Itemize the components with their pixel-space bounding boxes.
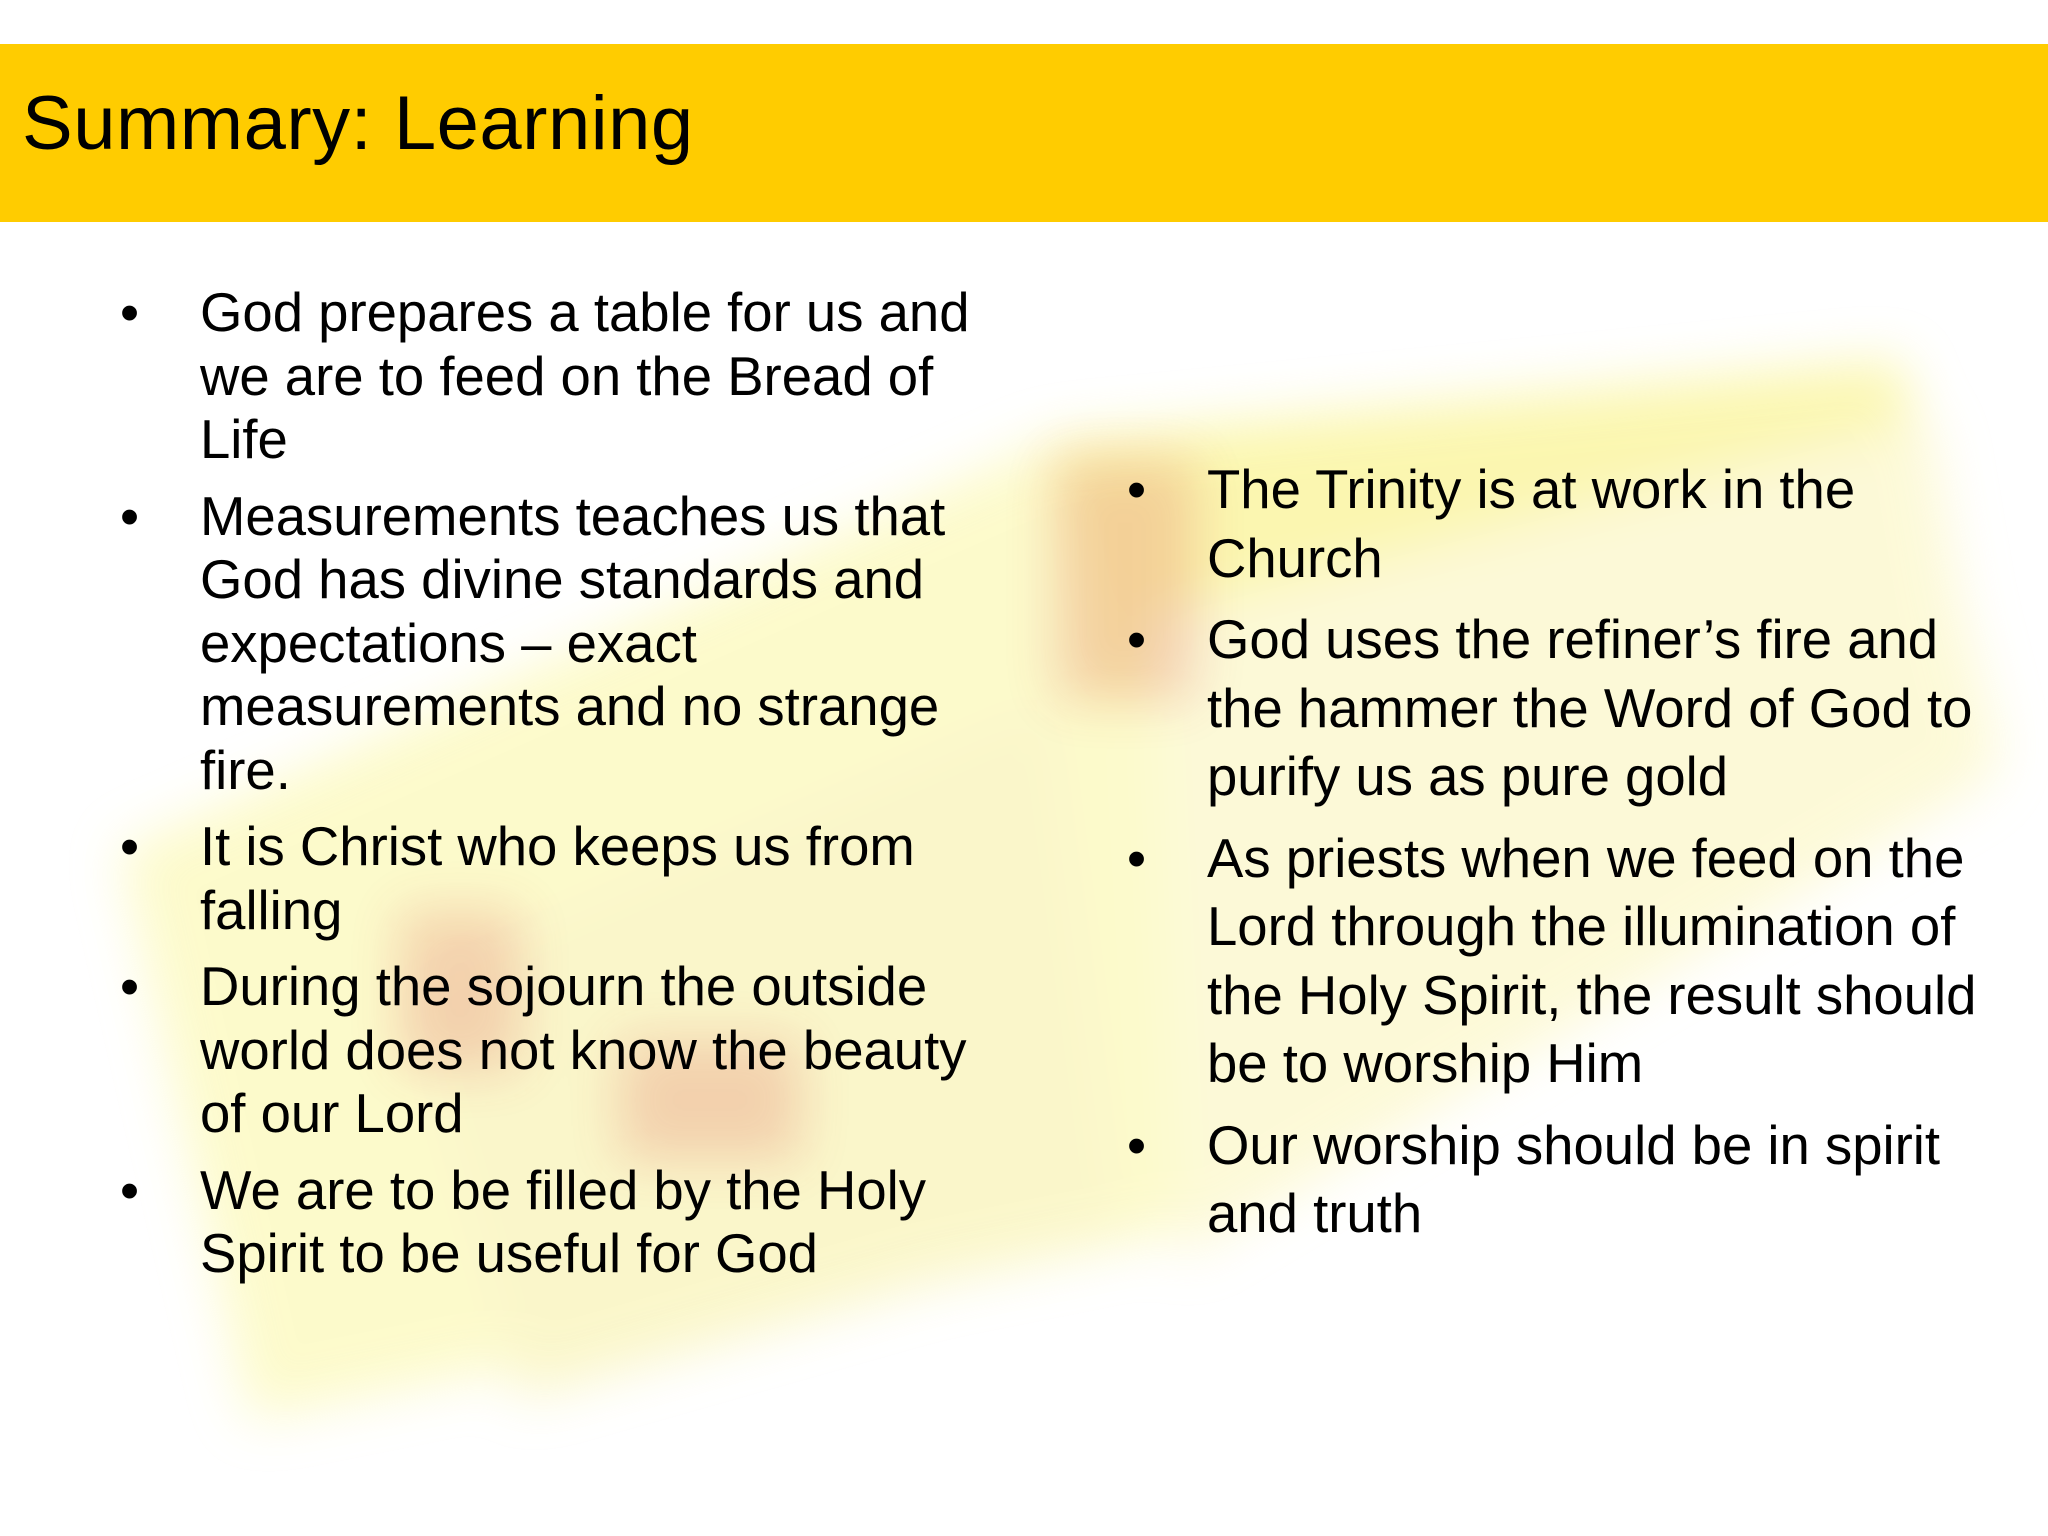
bullet-marker: • <box>120 1159 140 1221</box>
bullet-text: During the sojourn the outside world does not know the beauty of our Lord <box>200 956 967 1144</box>
bullet-item <box>1127 1112 2027 1249</box>
bullet-marker: • <box>120 816 140 877</box>
bullet-text: As priests when we feed on the Lord through the illumination of the Holy Spirit, the result should be to worship Him <box>1207 827 1977 1094</box>
bullet-item <box>1127 606 2027 812</box>
bullet-text: God uses the refiner’s fire and the hammer the Word of God to purify us as pure gold <box>1207 609 1973 807</box>
bullet-item <box>120 815 1020 942</box>
bullet-text: The Trinity is at work in the Church <box>1207 459 1856 589</box>
bullet-text: God prepares a table for us and we are to feed on the Bread of Life <box>200 282 970 470</box>
right-bullet-list <box>1127 456 2027 1262</box>
bullet-text: It is Christ who keeps us from falling <box>200 816 915 941</box>
bullet-marker: • <box>120 485 140 547</box>
bullet-marker: • <box>120 282 140 343</box>
bullet-marker: • <box>1127 609 1147 670</box>
bullet-item <box>120 955 1020 1146</box>
bullet-text: We are to be filled by the Holy Spirit to be useful for God <box>200 1159 927 1284</box>
bullet-text: Our worship should be in spirit and truth <box>1207 1114 1941 1244</box>
bullet-marker: • <box>1127 1114 1147 1176</box>
bullet-text: Measurements teaches us that God has divine standards and expectations – exact measurements and no strange fire. <box>200 485 946 801</box>
bullet-marker: • <box>1127 459 1147 520</box>
bullet-item <box>1127 825 2027 1099</box>
bullet-item <box>120 485 1020 803</box>
bullet-item <box>120 1159 1020 1286</box>
bullet-item <box>120 281 1020 472</box>
bullet-item <box>1127 456 2027 593</box>
slide-title: Summary: Learning <box>22 81 694 166</box>
bullet-marker: • <box>1127 827 1147 889</box>
bullet-marker: • <box>120 956 140 1017</box>
left-bullet-list <box>120 281 1020 1299</box>
